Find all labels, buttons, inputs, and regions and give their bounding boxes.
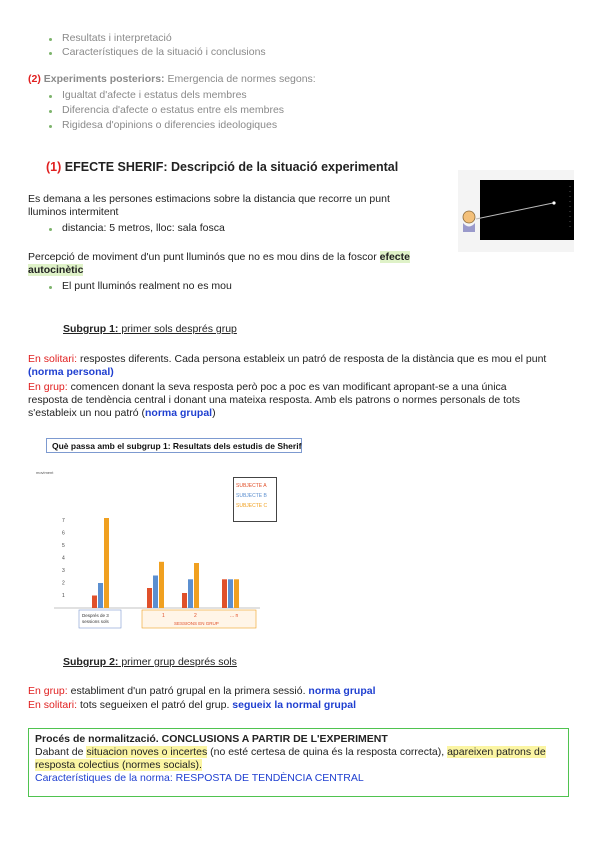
x-tick-label: sessions sols (82, 619, 109, 624)
norm-personal: (norma personal) (28, 366, 114, 378)
section-2-label: Experiments posteriors: (43, 73, 165, 85)
chart-legend (233, 477, 277, 522)
legend-entry: SUBJECTE B (236, 493, 267, 499)
dark-room (480, 180, 574, 240)
x-tick-label: Després de 3 (82, 613, 109, 618)
perception-text: Percepció de moviment d'un punt lluminós que no es mou dins de la foscor (28, 251, 380, 263)
bar (153, 576, 158, 609)
y-tick-label: 3 (62, 568, 65, 574)
alone-label: En solitari: (28, 699, 78, 711)
list-item: Resultats i interpretació (62, 32, 172, 44)
conclusion-highlight-1: situacion noves o incertes (86, 746, 208, 758)
list-item: Diferencia d'afecte o estatus entre els membres (62, 104, 285, 116)
subgroup-1-text: primer sols després grup (118, 323, 237, 335)
bar (182, 593, 187, 608)
y-axis-label: moviment (36, 470, 54, 475)
alone-text: tots segueixen el patró del grup. (77, 699, 233, 711)
subgroup-2-label: Subgrup 2: (63, 656, 119, 668)
bullet-dot (49, 286, 52, 289)
section-2-text: Emergencia de normes segons: (164, 73, 316, 85)
subgroup-1-group (28, 381, 548, 420)
bar (194, 563, 199, 608)
section-1-title: EFECTE SHERIF: Descripció de la situació experimental (61, 160, 399, 174)
y-tick-label: 5 (62, 543, 65, 549)
x-tick-label: 1 (162, 613, 165, 619)
list-item: Característiques de la situació i conclusions (62, 46, 266, 58)
chart-title: Què passa amb el subgrup 1: Resultats dels estudis de Sherif (46, 438, 302, 453)
list-item: Igualtat d'afecte i estatus dels membres (62, 89, 247, 101)
bar (159, 562, 164, 608)
bullet-dot (49, 52, 52, 55)
list-item: Rigidesa d'opinions o diferencies ideologiques (62, 119, 278, 131)
person-head (463, 211, 475, 223)
group-label: En grup: (28, 381, 68, 393)
conclusion-text-2: (no esté certesa de quina és la resposta correcta), (207, 746, 448, 758)
y-tick-label: 4 (62, 555, 65, 562)
x-tick-label: ... n (230, 613, 239, 619)
legend-entry: SUBJECTE A (236, 483, 267, 489)
section-1-heading (46, 161, 398, 174)
section-2-heading (28, 73, 316, 86)
alone-label: En solitari: (28, 353, 78, 365)
group-text: establiment d'un patró grupal en la primera sessió. (67, 685, 309, 697)
subgroup-1-alone (28, 353, 548, 379)
bullet-dot (49, 38, 52, 41)
light-point (552, 201, 555, 204)
section-2-number: (2) (28, 73, 41, 85)
legend-entry: SUBJECTE C (236, 503, 268, 509)
perception-highlight: efecte autocinètic (28, 251, 410, 276)
y-tick-label: 1 (62, 593, 65, 599)
conclusion-text-1: Dabant de (35, 746, 87, 758)
bar (92, 596, 97, 609)
y-tick-label: 2 (62, 580, 65, 587)
bar (228, 579, 233, 608)
bullet-dot (49, 228, 52, 231)
experiment-illustration (458, 170, 574, 252)
subgroup-2-heading (63, 656, 237, 669)
group-text: comencen donant la seva resposta però poc a poc es van modificant apropant-se a una única resposta de tendència central i donant una mateixa resposta. Amb els patrons o normes personals de tots s'estableix un nou patró ( (28, 381, 521, 419)
subgroup-2-text: primer grup després sols (118, 656, 237, 668)
bullet-dot (49, 125, 52, 128)
x-group-label: SESSIONS EN GRUP (174, 621, 219, 626)
list-item: El punt lluminós realment no es mou (62, 280, 232, 292)
x-tick-label: 2 (194, 613, 197, 619)
bullet-dot (49, 110, 52, 113)
list-item: distancia: 5 metros, lloc: sala fosca (62, 222, 225, 234)
bar (147, 588, 152, 608)
bar (104, 518, 109, 608)
conclusion-box (28, 728, 569, 797)
subgroup-1-heading (63, 323, 237, 336)
norm-grupal: norma grupal (145, 407, 213, 419)
perception-paragraph (28, 251, 448, 277)
section-1-number: (1) (46, 160, 62, 174)
conclusion-title: Procés de normalització. CONCLUSIONS A PARTIR DE L'EXPERIMENT (35, 733, 388, 745)
intro-paragraph: Es demana a les persones estimacions sobre la distancia que recorre un punt lluminos intermitent (28, 193, 390, 218)
y-tick-label: 7 (62, 518, 65, 524)
subgroup-2-group (28, 685, 548, 698)
group-end: ) (212, 407, 216, 419)
norm-follow: segueix la normal grupal (232, 699, 356, 711)
bar (234, 579, 239, 608)
bullet-dot (49, 95, 52, 98)
conclusion-highlight-2: apareixen patrons de resposta colectius (normes socials). (35, 746, 546, 771)
bar (98, 583, 103, 608)
conclusion-text (35, 746, 562, 772)
group-label: En grup: (28, 685, 68, 697)
y-tick-label: 6 (62, 530, 65, 537)
alone-text: respostes diferents. Cada persona estableix un patró de resposta de la distància que es mou el punt (77, 353, 547, 365)
norm-grupal: norma grupal (308, 685, 376, 697)
bar (222, 579, 227, 608)
subgroup-1-label: Subgrup 1: (63, 323, 119, 335)
conclusion-blue-line: Característiques de la norma: RESPOSTA DE TENDÈNCIA CENTRAL (35, 772, 364, 784)
bar (188, 579, 193, 608)
subgroup-2-alone (28, 699, 548, 712)
